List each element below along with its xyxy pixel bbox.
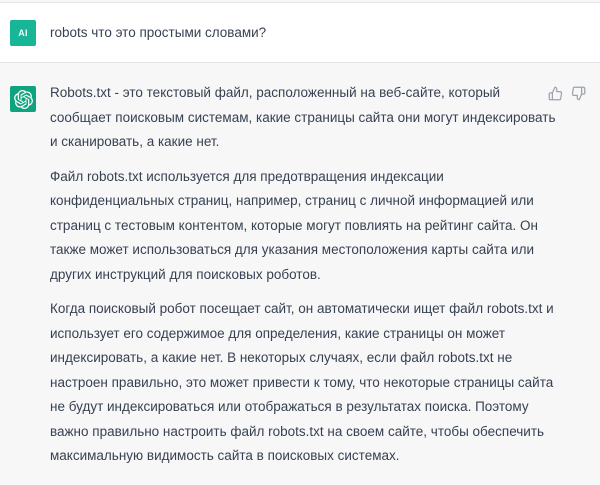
user-message-text: robots что это простыми словами? [50,25,267,40]
assistant-paragraph: Файл robots.txt используется для предотвращения индексации конфиденциальных страниц, например, страниц с личной информацией или страниц с тестовым контентом, которые могут повлиять на рейтинг сайта. Он также может использоваться для указания местоположения карты сайта или других инструкций для поисковых роботов. [50,168,538,282]
assistant-message-row [0,63,600,485]
assistant-message-text [50,81,556,469]
user-message-row [0,3,600,63]
openai-logo-icon [14,90,33,109]
thumbs-up-icon [548,86,563,101]
thumbs-down-icon [571,86,586,101]
thumbs-down-button[interactable] [571,86,586,101]
assistant-paragraph: Robots.txt - это текстовый файл, расположенный на веб-сайте, который сообщает поисковым системам, какие страницы сайта они могут индексировать и сканировать, а какие нет. [50,85,556,149]
thumbs-up-button[interactable] [548,86,563,101]
assistant-paragraph: Когда поисковый робот посещает сайт, он автоматически ищет файл robots.txt и использует его содержимое для определения, какие страницы он может индексировать, а какие нет. В некоторых случаях, если файл robots.txt не настроен правильно, это может привести к тому, что некоторые страницы сайта не будут индексироваться или отображаться в результатах поиска. Поэтому важно правильно настроить файл robots.txt на своем сайте, чтобы обеспечить максимальную видимость сайта в поисковых системах. [50,301,554,463]
user-avatar: AI [10,20,36,46]
message-actions [548,86,586,101]
assistant-avatar [10,86,36,112]
